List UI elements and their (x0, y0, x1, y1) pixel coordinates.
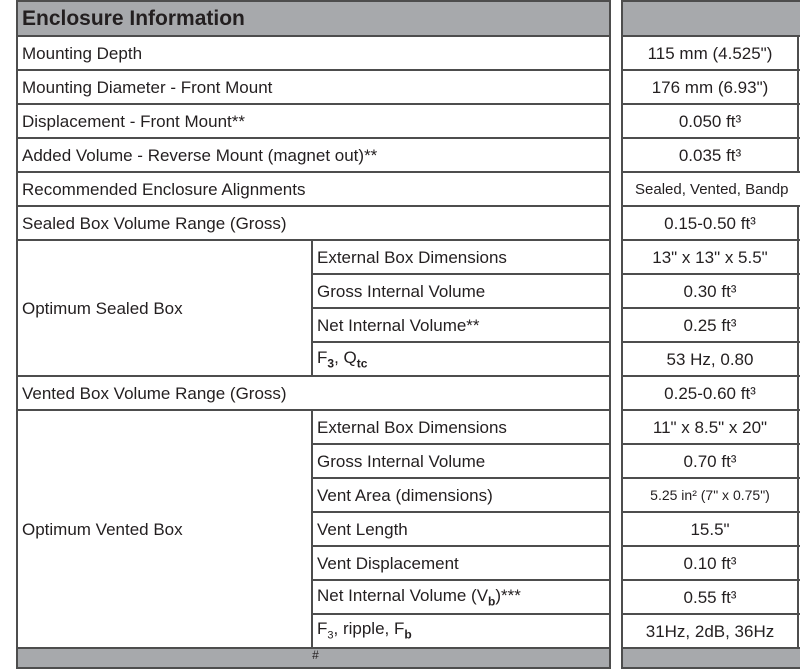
sealed-item-value: 0.30 ft³ (622, 274, 798, 308)
row-label: Sealed Box Volume Range (Gross) (17, 206, 610, 240)
sealed-item-label: $F_3$, $Q_{tc}$ (312, 342, 610, 376)
enclosure-info-table (16, 0, 611, 669)
vented-range-label: Vented Box Volume Range (Gross) (17, 376, 610, 410)
sealed-item-value: 0.25 ft³ (622, 308, 798, 342)
sealed-item-label: External Box Dimensions (312, 240, 610, 274)
vented-item-label: Vent Length (312, 512, 610, 546)
row-value: 176 mm (6.93") (622, 70, 798, 104)
row-label: Mounting Diameter - Front Mount (17, 70, 610, 104)
row-value: 0.050 ft³ (622, 104, 798, 138)
values-footer (622, 648, 800, 668)
row-label: Displacement - Front Mount** (17, 104, 610, 138)
row-value: 115 mm (4.525") (622, 36, 798, 70)
vented-item-value: 11" x 8.5" x 20" (622, 410, 798, 444)
vented-item-value: 0.10 ft³ (622, 546, 798, 580)
vented-range-value: 0.25-0.60 ft³ (622, 376, 798, 410)
sealed-group-label: Optimum Sealed Box (17, 240, 312, 376)
vented-item-value: 15.5" (622, 512, 798, 546)
vented-group-label: Optimum Vented Box (17, 410, 312, 648)
row-value: 0.035 ft³ (622, 138, 798, 172)
footer-row: # (17, 648, 610, 668)
vented-item-value: 31Hz, 2dB, 36Hz (622, 614, 798, 648)
row-value: 0.15-0.50 ft³ (622, 206, 798, 240)
vented-item-label: Net Internal Volume $(V_b)***$ (312, 580, 610, 614)
row-label: Added Volume - Reverse Mount (magnet out)** (17, 138, 610, 172)
sealed-item-value: 13" x 13" x 5.5" (622, 240, 798, 274)
vented-item-label: Gross Internal Volume (312, 444, 610, 478)
vented-item-label: $F_3$, ripple, $F_b$ (312, 614, 610, 648)
row-label: Mounting Depth (17, 36, 610, 70)
sealed-item-label: Net Internal Volume** (312, 308, 610, 342)
sealed-item-label: Gross Internal Volume (312, 274, 610, 308)
row-value: Sealed, Vented, Bandp (622, 172, 800, 206)
values-header (622, 1, 800, 36)
vented-item-label: Vent Displacement (312, 546, 610, 580)
enclosure-values-table (621, 0, 800, 669)
row-label: Recommended Enclosure Alignments (17, 172, 610, 206)
vented-item-value: 0.70 ft³ (622, 444, 798, 478)
vented-item-label: External Box Dimensions (312, 410, 610, 444)
sealed-item-value: 53 Hz, 0.80 (622, 342, 798, 376)
vented-item-value: 0.55 ft³ (622, 580, 798, 614)
table-title: Enclosure Information (17, 1, 610, 36)
vented-item-value: 5.25 in² (7" x 0.75") (622, 478, 798, 512)
vented-item-label: Vent Area (dimensions) (312, 478, 610, 512)
